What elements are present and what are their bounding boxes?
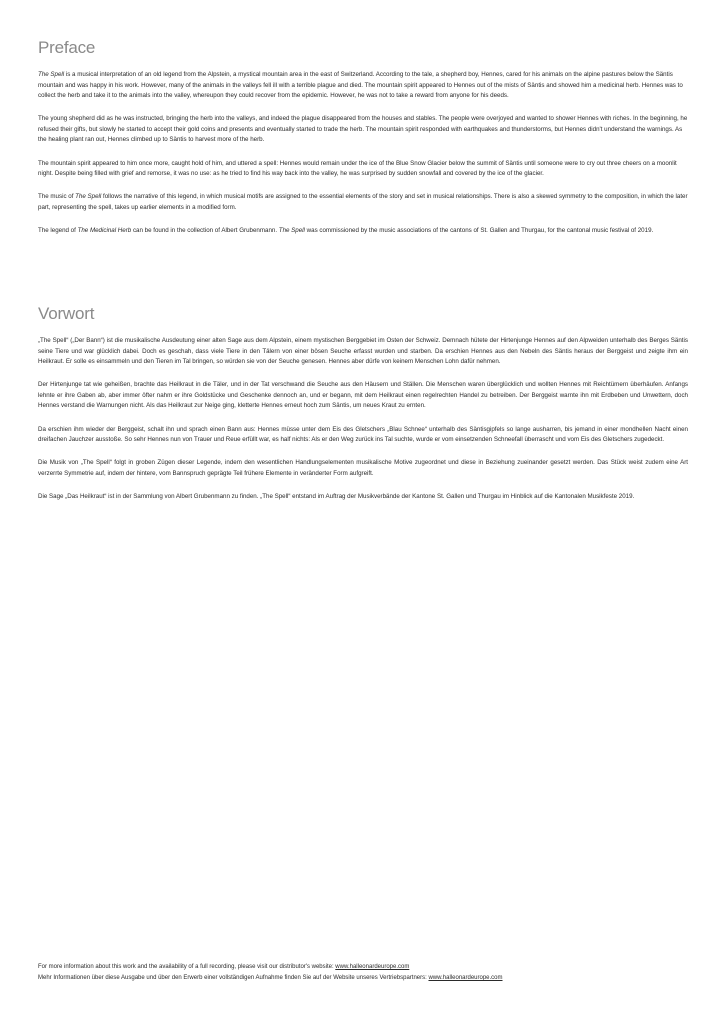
preface-section — [38, 70, 688, 249]
paragraph-text: The music of — [38, 193, 76, 201]
work-title: The Spell — [278, 226, 305, 234]
vorwort-paragraph-4: Die Musik von „The Spell“ folgt in groben Zügen dieser Legende, indem den wesentlichen Handlungselementen musikalische Motive zugeordnet und diese in Beziehung zueinander gesetzt werden. Das Stück weist zudem eine Art verzerrte Symmetrie auf, indem der hintere, vom Bannspruch geprägte Teil frühere Elemente in veränderter Form aufgreift. — [38, 459, 688, 477]
footer-text: For more information about this work and the availability of a full recording, please visit our distributor's website: — [38, 964, 336, 970]
footer-line-german — [38, 973, 688, 984]
preface-heading: Preface — [38, 38, 96, 57]
vorwort-paragraph-5: Die Sage „Das Heilkraut“ ist in der Sammlung von Albert Grubenmann zu finden. „The Spell“ entstand im Auftrag der Musikverbände der Kantone St. Gallen und Thurgau im Hinblick auf die Kantonalen Musikfeste 2019. — [38, 492, 635, 500]
legend-title: The Medicinal Herb — [77, 226, 132, 234]
preface-paragraph-4 — [38, 192, 688, 213]
paragraph-text: can be found in the collection of Albert Grubenmann. — [131, 226, 279, 234]
preface-paragraph-2: The young shepherd did as he was instructed, bringing the herb into the valleys, and indeed the plague disappeared from the houses and stables. The people were overjoyed and wanted to shower Hennes with riches. In the beginning, he refused their gifts, but slowly he started to accept their gold coins and presents and eventually started to trade the herb. The mountain spirit responded with earthquakes and thunderstorms, but Hennes didn't understand the warnings. As the healing plant ran out, Hennes climbed up to Säntis to harvest more of the herb. — [38, 115, 688, 144]
vorwort-section — [38, 336, 688, 515]
vorwort-paragraph-2: Der Hirtenjunge tat wie geheißen, brachte das Heilkraut in die Täler, und in der Tat verschwand die Seuche aus den Häusern und Ställen. Die Menschen waren überglücklich und wollten Hennes mit Reichtümern überhäufen. Anfangs lehnte er ihre Gaben ab, aber immer öfter nahm er ihre Goldstücke und Geschenke dennoch an, und er begann, mit dem Heilkraut einen regelrechten Handel zu betreiben. Der Berggeist warnte ihn mit Erdbeben und Unwettern, doch Hennes verstand die Warnungen nicht. Als das Heilkraut zur Neige ging, kletterte Hennes erneut hoch zum Säntis, um neues Kraut zu ernten. — [38, 381, 688, 410]
vorwort-paragraph-1: „The Spell“ („Der Bann“) ist die musikalische Ausdeutung einer alten Sage aus dem Alpstein, einem mystischen Berggebiet im Osten der Schweiz. Demnach hütete der Hirtenjunge Hennes auf den Alpweiden unterhalb des Berges Säntis seine Tiere und war glücklich dabei. Doch es geschah, dass viele Tiere in den Tälern von einer bösen Seuche erfasst wurden und starben. Da erschien Hennes aus den Nebeln des Säntis heraus der Berggeist und zeigte ihm ein Heilkraut. Er solle es einsammeln und den Tieren im Tal bringen, so würden sie von der Seuche genesen. Hennes aber dürfe von keinem Menschen Lohn dafür nehmen. — [38, 337, 688, 366]
preface-paragraph-1 — [38, 70, 688, 102]
vorwort-paragraph-3: Da erschien ihm wieder der Berggeist, schalt ihn und sprach einen Bann aus: Hennes müsse unter dem Eis des Gletschers „Blau Schnee“ unterhalb des Säntisgipfels so lange ausharren, bis jemand in einer mondhellen Nacht einen dreifachen Jauchzer ausstoße. So sehr Hennes nun von Trauer und Reue erfüllt war, es half nichts: Als er den Weg zurück ins Tal suchte, wurde er vom einsetzenden Schneefall überrascht und vom Eis des Gletschers zugedeckt. — [38, 425, 688, 444]
preface-paragraph-3: The mountain spirit appeared to him once more, caught hold of him, and uttered a spell: Hennes would remain under the ice of the Blue Snow Glacier below the summit of Säntis until someone were to cry out three cheers on a moonlit night. Despite being filled with grief and remorse, it was no use: as he tried to find his way back into the valley, he was surprised by sudden snowfall and covered by the ice of the glacier. — [38, 159, 677, 178]
paragraph-text: is a musical interpretation of an old legend from the Alpstein, a mystical mountain area in the east of Switzerland. According to the tale, a shepherd boy, Hennes, cared for his animals on the alpine pastures below the Säntis mountain and was happy in his work. However, many of the animals in the valleys fell ill with a terrible plague and died. The mountain spirit appeared to Hennes out of the mists of Säntis and showed him a medicinal herb. Hennes was to collect the herb and take it to the animals into the valley, whereupon they could recover from the epidemic. However, he was not to take a reward from anyone for his deeds. — [38, 71, 683, 100]
footer — [38, 962, 688, 984]
work-title: The Spell — [38, 71, 65, 78]
work-title: The Spell — [75, 193, 102, 201]
paragraph-text: The legend of — [38, 226, 78, 234]
preface-paragraph-5 — [38, 226, 688, 237]
distributor-link[interactable]: www.halleonardeurope.com — [335, 964, 410, 970]
footer-text: Mehr Informationen über diese Ausgabe und über den Erwerb einer vollständigen Aufnahme finden Sie auf der Website unseres Vertriebspartners: — [38, 975, 429, 981]
paragraph-text: follows the narrative of this legend, in which musical motifs are assigned to the essential elements of the story and set in musical relationships. There is also a skewed symmetry to the composition, in which the later part, representing the spell, takes up earlier elements in a modified form. — [38, 193, 688, 211]
paragraph-text: was commissioned by the music associations of the cantons of St. Gallen and Thurgau, for the cantonal music festival of 2019. — [304, 226, 654, 234]
footer-line-english — [38, 962, 688, 973]
vorwort-heading: Vorwort — [38, 304, 95, 323]
distributor-link[interactable]: www.halleonardeurope.com — [428, 975, 503, 981]
